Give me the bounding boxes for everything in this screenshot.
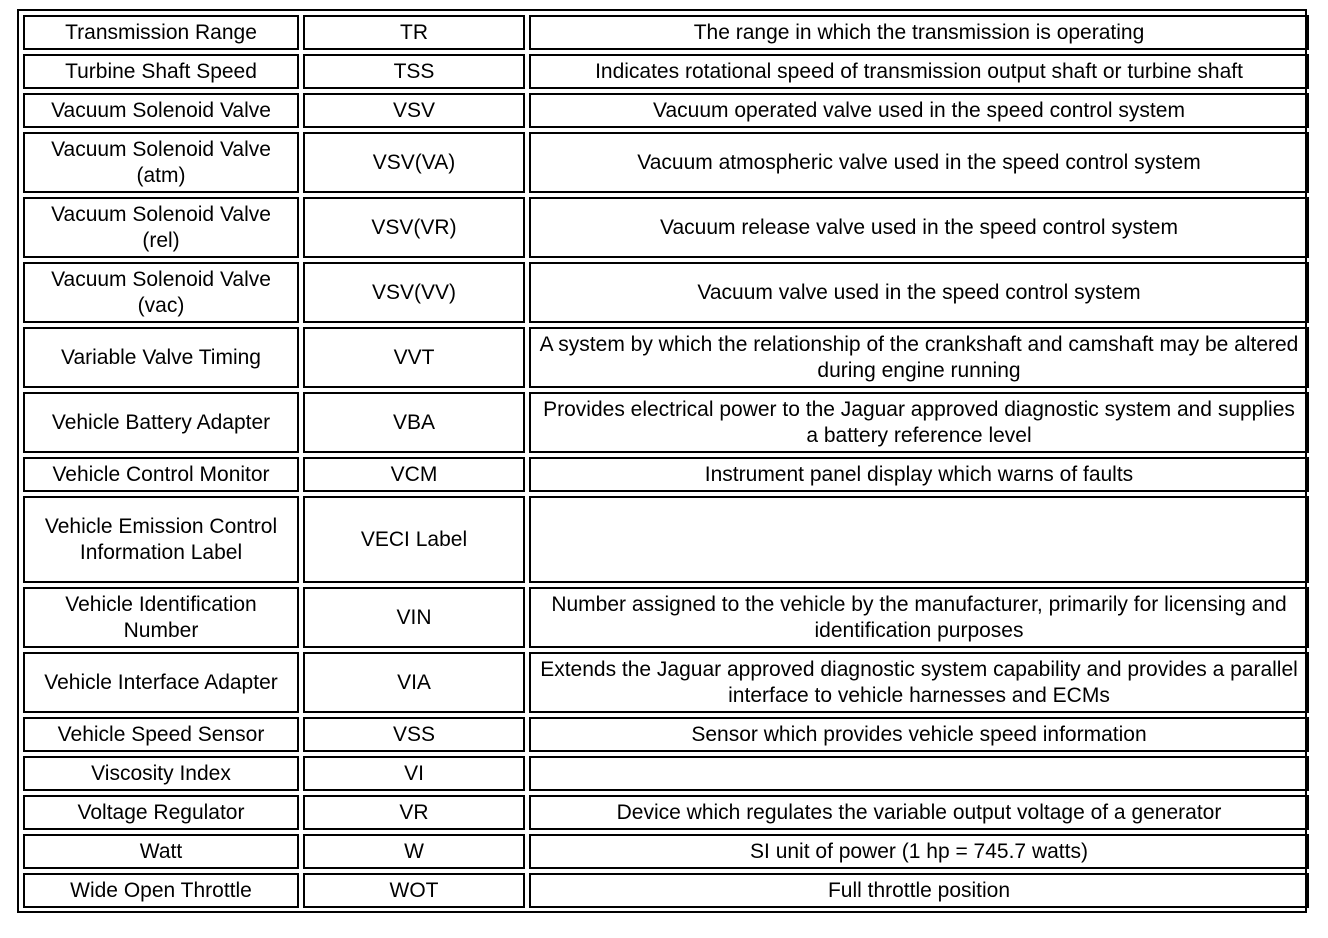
description-cell: SI unit of power (1 hp = 745.7 watts) <box>529 834 1309 869</box>
description-cell: Vacuum valve used in the speed control system <box>529 262 1309 323</box>
description-cell <box>529 496 1309 583</box>
description-cell: Full throttle position <box>529 873 1309 908</box>
term-cell: Vacuum Solenoid Valve (atm) <box>23 132 299 193</box>
description-cell: Provides electrical power to the Jaguar approved diagnostic system and supplies a battery reference level <box>529 392 1309 453</box>
term-cell: Transmission Range <box>23 15 299 50</box>
abbreviation-cell: VIA <box>303 652 525 713</box>
abbreviation-cell: VI <box>303 756 525 791</box>
table-row <box>23 795 1309 830</box>
term-cell: Vacuum Solenoid Valve <box>23 93 299 128</box>
table-row <box>23 652 1309 713</box>
abbreviation-cell: VSV(VR) <box>303 197 525 258</box>
abbreviation-cell: VECI Label <box>303 496 525 583</box>
table-row <box>23 132 1309 193</box>
abbreviation-cell: VIN <box>303 587 525 648</box>
abbreviation-cell: VSV <box>303 93 525 128</box>
abbreviation-cell: TSS <box>303 54 525 89</box>
abbreviation-cell: VSV(VA) <box>303 132 525 193</box>
table-row <box>23 873 1309 908</box>
abbreviation-cell: VSS <box>303 717 525 752</box>
description-cell: Extends the Jaguar approved diagnostic system capability and provides a parallel interface to vehicle harnesses and ECMs <box>529 652 1309 713</box>
description-cell: Vacuum operated valve used in the speed control system <box>529 93 1309 128</box>
term-cell: Vacuum Solenoid Valve (vac) <box>23 262 299 323</box>
description-cell: Instrument panel display which warns of faults <box>529 457 1309 492</box>
term-cell: Variable Valve Timing <box>23 327 299 388</box>
abbreviation-cell: TR <box>303 15 525 50</box>
description-cell: Vacuum atmospheric valve used in the speed control system <box>529 132 1309 193</box>
description-cell: Device which regulates the variable output voltage of a generator <box>529 795 1309 830</box>
term-cell: Viscosity Index <box>23 756 299 791</box>
table-row <box>23 15 1309 50</box>
table-row <box>23 392 1309 453</box>
table-row <box>23 327 1309 388</box>
abbreviation-cell: VBA <box>303 392 525 453</box>
term-cell: Watt <box>23 834 299 869</box>
term-cell: Vehicle Identification Number <box>23 587 299 648</box>
table-row <box>23 93 1309 128</box>
term-cell: Voltage Regulator <box>23 795 299 830</box>
table-row <box>23 587 1309 648</box>
description-cell: Vacuum release valve used in the speed control system <box>529 197 1309 258</box>
table-row <box>23 457 1309 492</box>
description-cell: Number assigned to the vehicle by the manufacturer, primarily for licensing and identification purposes <box>529 587 1309 648</box>
abbreviation-cell: VVT <box>303 327 525 388</box>
table-row <box>23 54 1309 89</box>
term-cell: Wide Open Throttle <box>23 873 299 908</box>
abbreviation-cell: WOT <box>303 873 525 908</box>
term-cell: Vacuum Solenoid Valve (rel) <box>23 197 299 258</box>
term-cell: Vehicle Control Monitor <box>23 457 299 492</box>
table-row <box>23 834 1309 869</box>
table-row <box>23 496 1309 583</box>
abbreviation-cell: VSV(VV) <box>303 262 525 323</box>
table-row <box>23 756 1309 791</box>
table-row <box>23 262 1309 323</box>
term-cell: Turbine Shaft Speed <box>23 54 299 89</box>
term-cell: Vehicle Speed Sensor <box>23 717 299 752</box>
term-cell: Vehicle Interface Adapter <box>23 652 299 713</box>
term-cell: Vehicle Battery Adapter <box>23 392 299 453</box>
abbreviations-table <box>19 11 1313 912</box>
description-cell <box>529 756 1309 791</box>
term-cell: Vehicle Emission Control Information Label <box>23 496 299 583</box>
description-cell: The range in which the transmission is operating <box>529 15 1309 50</box>
description-cell: A system by which the relationship of the crankshaft and camshaft may be altered during engine running <box>529 327 1309 388</box>
description-cell: Sensor which provides vehicle speed information <box>529 717 1309 752</box>
description-cell: Indicates rotational speed of transmission output shaft or turbine shaft <box>529 54 1309 89</box>
table-row <box>23 717 1309 752</box>
abbreviation-cell: VR <box>303 795 525 830</box>
table-row <box>23 197 1309 258</box>
abbreviation-cell: VCM <box>303 457 525 492</box>
abbreviation-cell: W <box>303 834 525 869</box>
